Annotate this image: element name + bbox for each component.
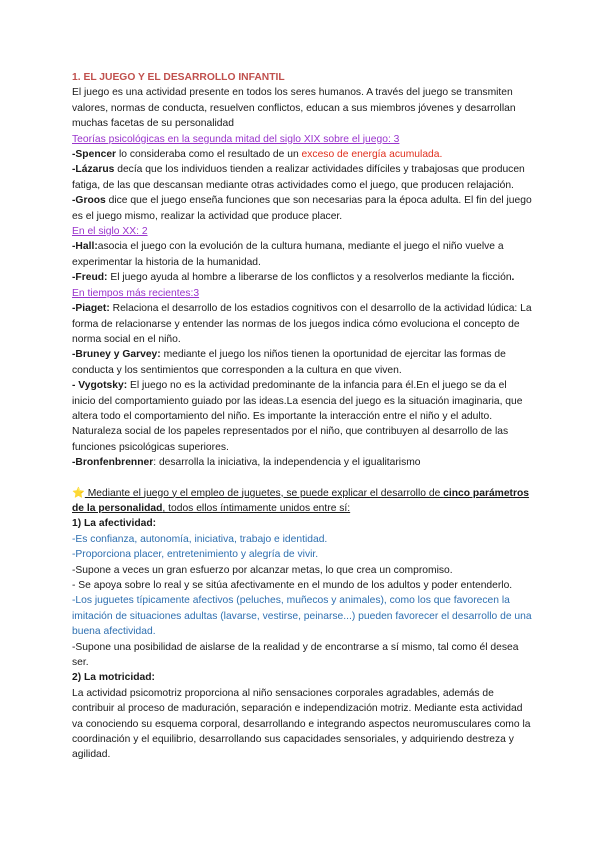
motricidad-heading-text: 2) La motricidad:	[72, 672, 155, 684]
motricidad-heading	[72, 670, 532, 685]
lead-text-a: Mediante el juego y el empleo de juguetes, se puede explicar el desarrollo de	[84, 487, 444, 499]
bronfenbrenner-text: : desarrolla la iniciativa, la independencia y el igualitarismo	[153, 457, 421, 469]
lazarus-text: decía que los individuos tienden a realizar actividades difíciles y trabajosas que producen fatiga, de las que descansan mediante otras actividades como el juego, que producen relajación.	[72, 164, 525, 191]
heading-xix: Teorías psicológicas en la segunda mitad del siglo XIX sobre el juego: 3	[72, 133, 400, 145]
vygotsky-text: El juego no es la actividad predominante de la infancia para él.En el juego se da el inicio del comportamiento guiado por las ideas.La esencia del juego es la situación imaginaria, que altera todo el comportamiento del niño. Es importante la interacción entre el niño y el adulto. Naturaleza social de los papeles representados por el niño, que contribuyen al desarrollo de las funciones psicológicas superiores.	[72, 380, 523, 453]
lazarus-name: -Lázarus	[72, 164, 115, 176]
groos-name: -Groos	[72, 195, 106, 207]
afectividad-heading-text: 1) La afectividad:	[72, 518, 157, 530]
afectividad-item-6: -Supone una posibilidad de aislarse de la realidad y de encontrarse a sí mismo, tal como él desea ser.	[72, 641, 519, 669]
freud-paragraph	[72, 270, 532, 285]
bronfenbrenner-name: -Bronfenbrenner	[72, 457, 154, 469]
spencer-name: -Spencer	[72, 149, 117, 161]
afectividad-heading	[72, 516, 532, 531]
spacer	[72, 471, 532, 486]
freud-end: .	[511, 272, 515, 284]
afectividad-item-3: -Supone a veces un gran esfuerzo por alcanzar metas, lo que crea un compromiso.	[72, 564, 453, 576]
bruney-text: mediante el juego los niños tienen la oportunidad de ejercitar las formas de conducta y los sentimientos que corresponden a la cultura en que viven.	[72, 349, 506, 376]
section-title: 1. EL JUEGO Y EL DESARROLLO INFANTIL	[72, 72, 285, 83]
bruney-paragraph	[72, 347, 532, 378]
bruney-name: -Bruney y Garvey:	[72, 349, 161, 361]
afectividad-item-1: -Es confianza, autonomía, iniciativa, trabajo e identidad.	[72, 533, 328, 545]
piaget-text: Relaciona el desarrollo de los estadios cognitivos con el desarrollo de la actividad lúdica: La forma de relacionarse y entender las normas de los juegos indica cómo evoluciona el concepto de norma social en el niño.	[72, 303, 532, 345]
vygotsky-paragraph	[72, 378, 532, 455]
spencer-highlight: exceso de energía acumulada.	[301, 149, 443, 161]
groos-text: dice que el juego enseña funciones que son necesarias para la época adulta. El fin del juego es el juego mismo, realizar la actividad que produce placer.	[72, 195, 532, 222]
afectividad-item-4: - Se apoya sobre lo real y se sitúa afectivamente en el mundo de los adultos y poder entenderlo.	[72, 580, 513, 591]
lazarus-paragraph	[72, 162, 532, 193]
freud-text: El juego ayuda al hombre a liberarse de los conflictos y a resolverlos mediante la ficción	[107, 272, 512, 284]
vygotsky-name: - Vygotsky:	[72, 380, 128, 392]
personality-lead	[72, 486, 532, 517]
hall-name: -Hall:	[72, 241, 98, 253]
piaget-name: -Piaget:	[72, 303, 110, 315]
heading-xx: En el siglo XX: 2	[72, 226, 148, 238]
hall-paragraph	[72, 239, 532, 270]
heading-recent: En tiempos más recientes:3	[72, 287, 200, 299]
hall-text: asocia el juego con la evolución de la cultura humana, mediante el juego el niño vuelve a experimentar la historia de la humanidad.	[72, 241, 504, 268]
spencer-text: lo consideraba como el resultado de un	[116, 149, 302, 161]
lead-text-b: , todos ellos íntimamente unidos entre sí:	[162, 502, 351, 514]
spencer-paragraph	[72, 147, 532, 162]
lead-underlined	[72, 488, 529, 514]
document-page	[72, 70, 532, 763]
afectividad-item-5: -Los juguetes típicamente afectivos (peluches, muñecos y animales), como los que favorecen la imitación de situaciones adultas (lavarse, vestirse, peinarse...) pueden favorecer el desarrollo de una buena afectividad.	[72, 595, 532, 638]
freud-name: -Freud:	[72, 272, 108, 284]
intro-paragraph: El juego es una actividad presente en todos los seres humanos. A través del juego se transmiten valores, normas de conducta, resuelven conflictos, educan a sus miembros jóvenes y desarrollan muchas facetas de su personalidad	[72, 87, 516, 130]
lead-bold: cinco parámetros de la personalidad	[72, 487, 530, 514]
star-icon: ⭐	[72, 487, 85, 499]
piaget-paragraph	[72, 301, 532, 347]
afectividad-item-2: -Proporciona placer, entretenimiento y alegría de vivir.	[72, 549, 319, 561]
motricidad-paragraph: La actividad psicomotriz proporciona al niño sensaciones corporales agradables, además de contribuir al proceso de maduración, separación e independización motriz. Mediante esta actividad va conociendo su esquema corporal, desarrollando e integrando aspectos neuromusculares como la coordinación y el equilibrio, desarrollando sus capacidades sensoriales, y adquiriendo destreza y agilidad.	[72, 687, 531, 761]
groos-paragraph	[72, 193, 532, 224]
bronfenbrenner-paragraph	[72, 455, 532, 470]
